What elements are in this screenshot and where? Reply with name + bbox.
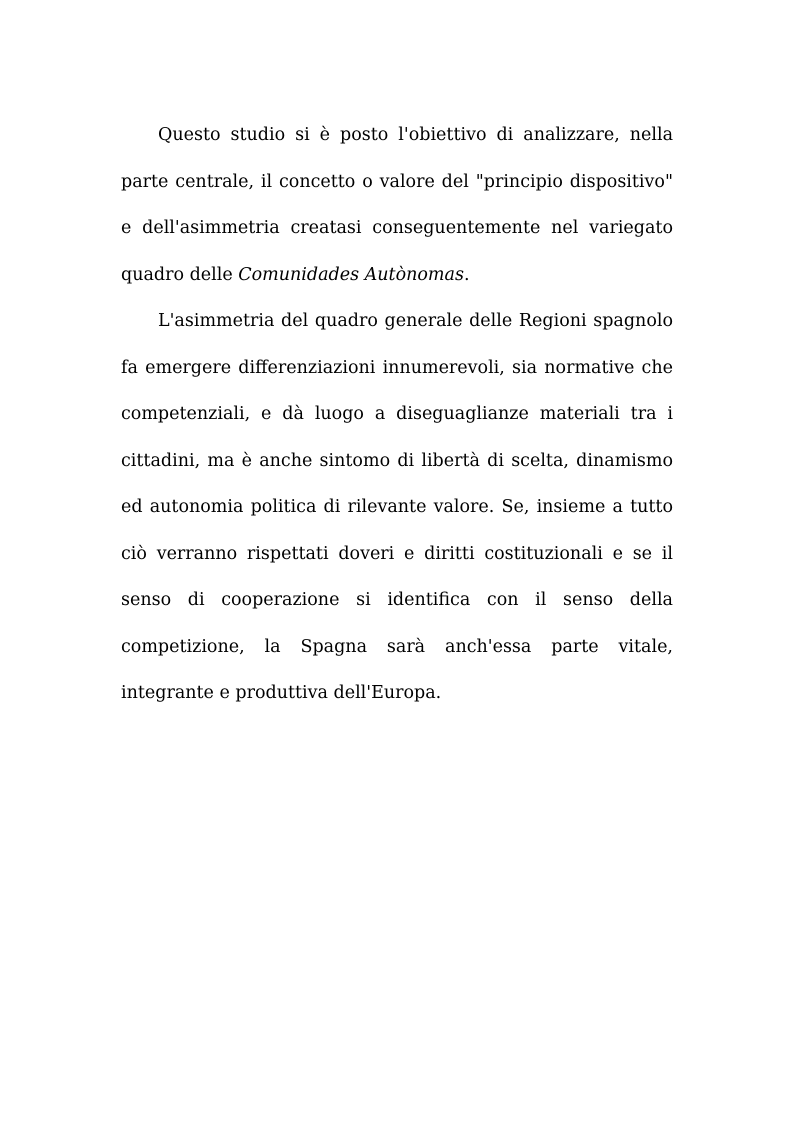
paragraph-2-line-8: competizione, la Spagna sarà anch'essa parte vitale,: [121, 636, 673, 657]
paragraph-2-line-3: competenziali, e dà luogo a diseguaglianze materiali tra i: [121, 404, 673, 424]
paragraph-2: [121, 298, 673, 717]
paragraph-1-line-3: e dell'asimmetria creatasi conseguentemente nel variegato: [121, 218, 673, 238]
paragraph-2-line-2: fa emergere differenziazioni innumerevoli, sia normative che: [121, 357, 673, 378]
paragraph-1-line-2: parte centrale, il concetto o valore del "principio dispositivo": [121, 171, 673, 192]
paragraph-1-line-4: [121, 252, 673, 299]
paragraph-1-line-1: Questo studio si è posto l'obiettivo di analizzare, nella: [158, 125, 673, 145]
paragraph-2-line-1: L'asimmetria del quadro generale delle Regioni spagnolo: [158, 311, 673, 331]
paragraph-1-line-4-suffix: .: [463, 264, 470, 285]
paragraph-2-line-9: integrante e produttiva dell'Europa.: [121, 683, 442, 703]
paragraph-2-line-7: senso di cooperazione si identifica con il senso della: [121, 590, 673, 610]
paragraph-1: [121, 112, 673, 298]
body-text: [121, 112, 673, 717]
paragraph-2-line-4: cittadini, ma è anche sintomo di libertà di scelta, dinamismo: [121, 450, 673, 471]
paragraph-1-line-4-italic: Comunidades Autònomas: [238, 264, 464, 285]
paragraph-1-line-4-prefix: quadro delle: [121, 264, 239, 285]
paragraph-2-line-5: ed autonomia politica di rilevante valore. Se, insieme a tutto: [121, 497, 673, 517]
paragraph-2-line-6: ciò verranno rispettati doveri e diritti costituzionali e se il: [121, 543, 673, 564]
